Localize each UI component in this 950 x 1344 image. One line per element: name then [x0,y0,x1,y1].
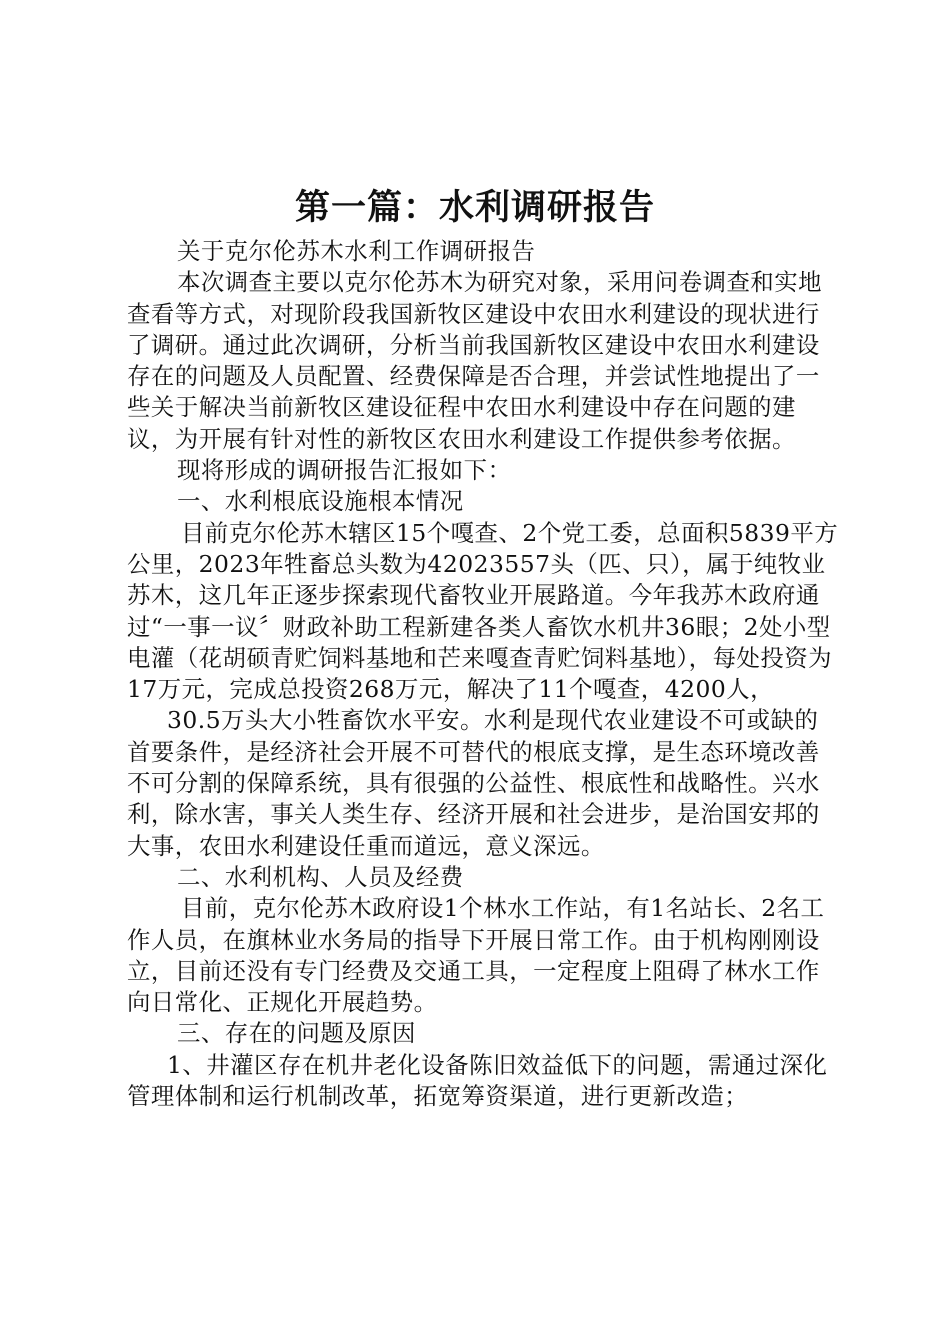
report-line: 现将形成的调研报告汇报如下： [177,456,512,485]
section1-paragraph-1: 目前克尔伦苏木辖区15个嘎查、2个党工委，总面积5839平方公里，2023年牲畜总头数为42023557头（匹、只），属于纯牧业苏木，这几年正逐步探索现代畜牧业开展路道。今年我苏木政府通过“一事一议〞财政补助工程新建各类人畜饮水机井36眼；2处小型电灌（花胡硕青贮饲料基地和芒来嘎查青贮饲料基地），每处投资为17万元，完成总投资268万元，解决了11个嘎查，4200人， [127,518,839,704]
report-subtitle: 关于克尔伦苏木水利工作调研报告 [177,237,536,265]
document-body [127,236,842,1112]
section-heading-2: 二、水利机构、人员及经费 [177,862,464,891]
section1-paragraph-2: 30.5万头大小牲畜饮水平安。水利是现代农业建设不可或缺的首要条件，是经济社会开展不可替代的根底支撑，是生态环境改善不可分割的保障系统，具有很强的公益性、根底性和战略性。兴水利，除水害，事关人类生存、经济开展和社会进步，是治国安邦的大事，农田水利建设任重而道远，意义深远。 [127,706,820,860]
section2-paragraph: 目前，克尔伦苏木政府设1个林水工作站，有1名站长、2名工作人员，在旗林业水务局的指导下开展日常工作。由于机构刚刚设立，目前还没有专门经费及交通工具，一定程度上阻碍了林水工作向日常化、正规化开展趋势。 [127,894,825,1017]
section-heading-3: 三、存在的问题及原因 [177,1019,416,1048]
intro-paragraph: 本次调查主要以克尔伦苏木为研究对象，采用问卷调查和实地查看等方式，对现阶段我国新牧区建设中农田水利建设的现状进行了调研。通过此次调研，分析当前我国新牧区建设中农田水利建设存在的问题及人员配置、经费保障是否合理，并尝试性地提出了一些关于解决当前新牧区建设征程中农田水利建设中存在问题的建议，为开展有针对性的新牧区农田水利建设工作提供参考依据。 [127,268,823,453]
section-heading-1: 一、水利根底设施根本情况 [177,487,464,516]
document-title: 第一篇：水利调研报告 [294,187,655,228]
section3-item-1: 1、井灌区存在机井老化设备陈旧效益低下的问题，需通过深化管理体制和运行机制改革，拓宽筹资渠道，进行更新改造； [127,1050,828,1111]
